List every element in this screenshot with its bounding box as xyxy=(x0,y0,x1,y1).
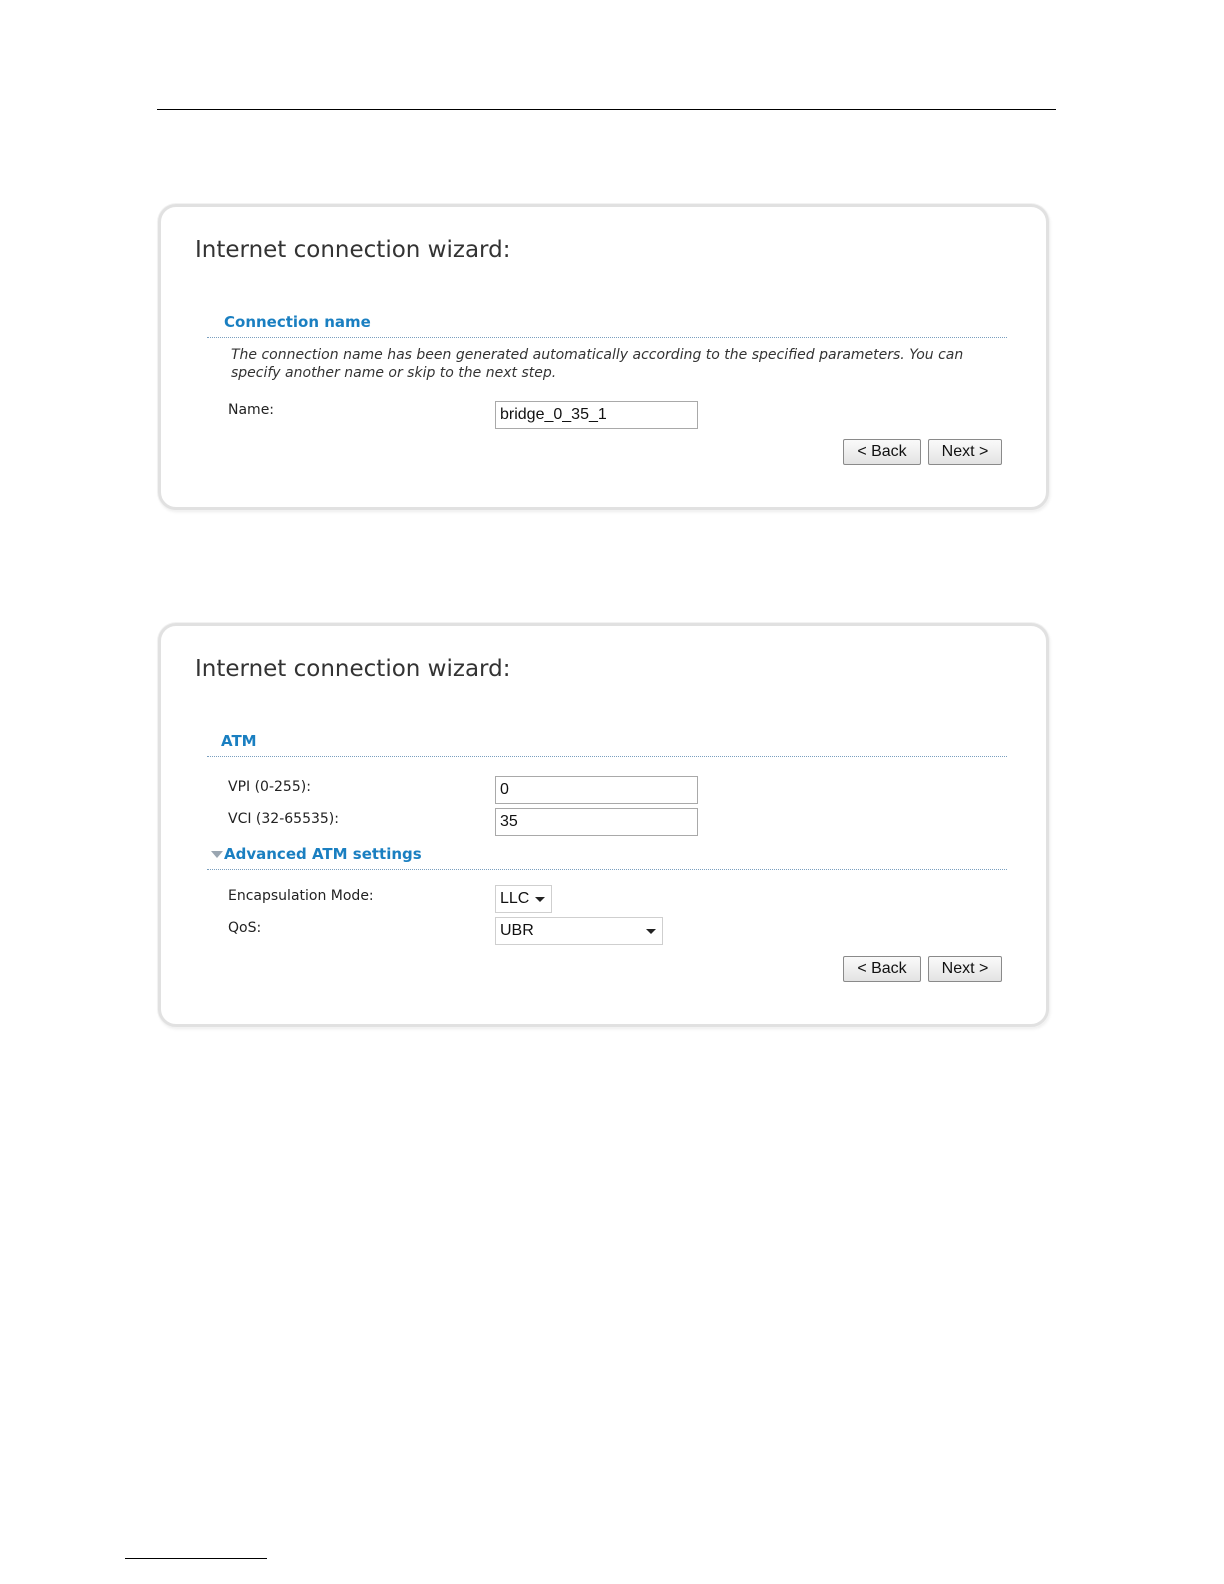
back-button[interactable]: < Back xyxy=(843,439,921,465)
qos-select[interactable] xyxy=(495,917,663,945)
wizard-title: Internet connection wizard: xyxy=(195,656,511,682)
vpi-input[interactable]: 0 xyxy=(495,776,698,804)
section-title: Connection name xyxy=(224,313,371,331)
encapsulation-select[interactable] xyxy=(495,885,552,913)
triangle-down-icon[interactable] xyxy=(211,851,223,858)
next-button[interactable]: Next > xyxy=(928,956,1002,982)
section-title: ATM xyxy=(221,732,257,750)
section-header-connection-name xyxy=(207,313,1007,338)
section-header-atm xyxy=(207,732,1007,757)
chevron-down-icon xyxy=(646,929,656,934)
back-button[interactable]: < Back xyxy=(843,956,921,982)
wizard-panel-atm xyxy=(158,623,1049,1027)
next-button[interactable]: Next > xyxy=(928,439,1002,465)
vpi-label: VPI (0-255): xyxy=(228,779,311,795)
encapsulation-label: Encapsulation Mode: xyxy=(228,888,374,904)
vci-label: VCI (32-65535): xyxy=(228,811,339,827)
description-text: The connection name has been generated automatically according to the specified parameters. You can specify another name or skip to the next step. xyxy=(231,347,964,381)
section-title[interactable]: Advanced ATM settings xyxy=(224,845,422,863)
wizard-panel-connection-name xyxy=(158,204,1049,510)
qos-value: UBR xyxy=(500,922,534,939)
footnote-rule xyxy=(125,1558,267,1559)
vci-input[interactable]: 35 xyxy=(495,808,698,836)
page-header-rule xyxy=(157,109,1056,110)
chevron-down-icon xyxy=(535,897,545,902)
name-input[interactable]: bridge_0_35_1 xyxy=(495,401,698,429)
name-label: Name: xyxy=(228,402,275,418)
section-header-advanced-atm[interactable] xyxy=(207,845,1007,870)
wizard-title: Internet connection wizard: xyxy=(195,237,511,263)
qos-label: QoS: xyxy=(228,920,262,936)
encapsulation-value: LLC xyxy=(500,890,530,907)
